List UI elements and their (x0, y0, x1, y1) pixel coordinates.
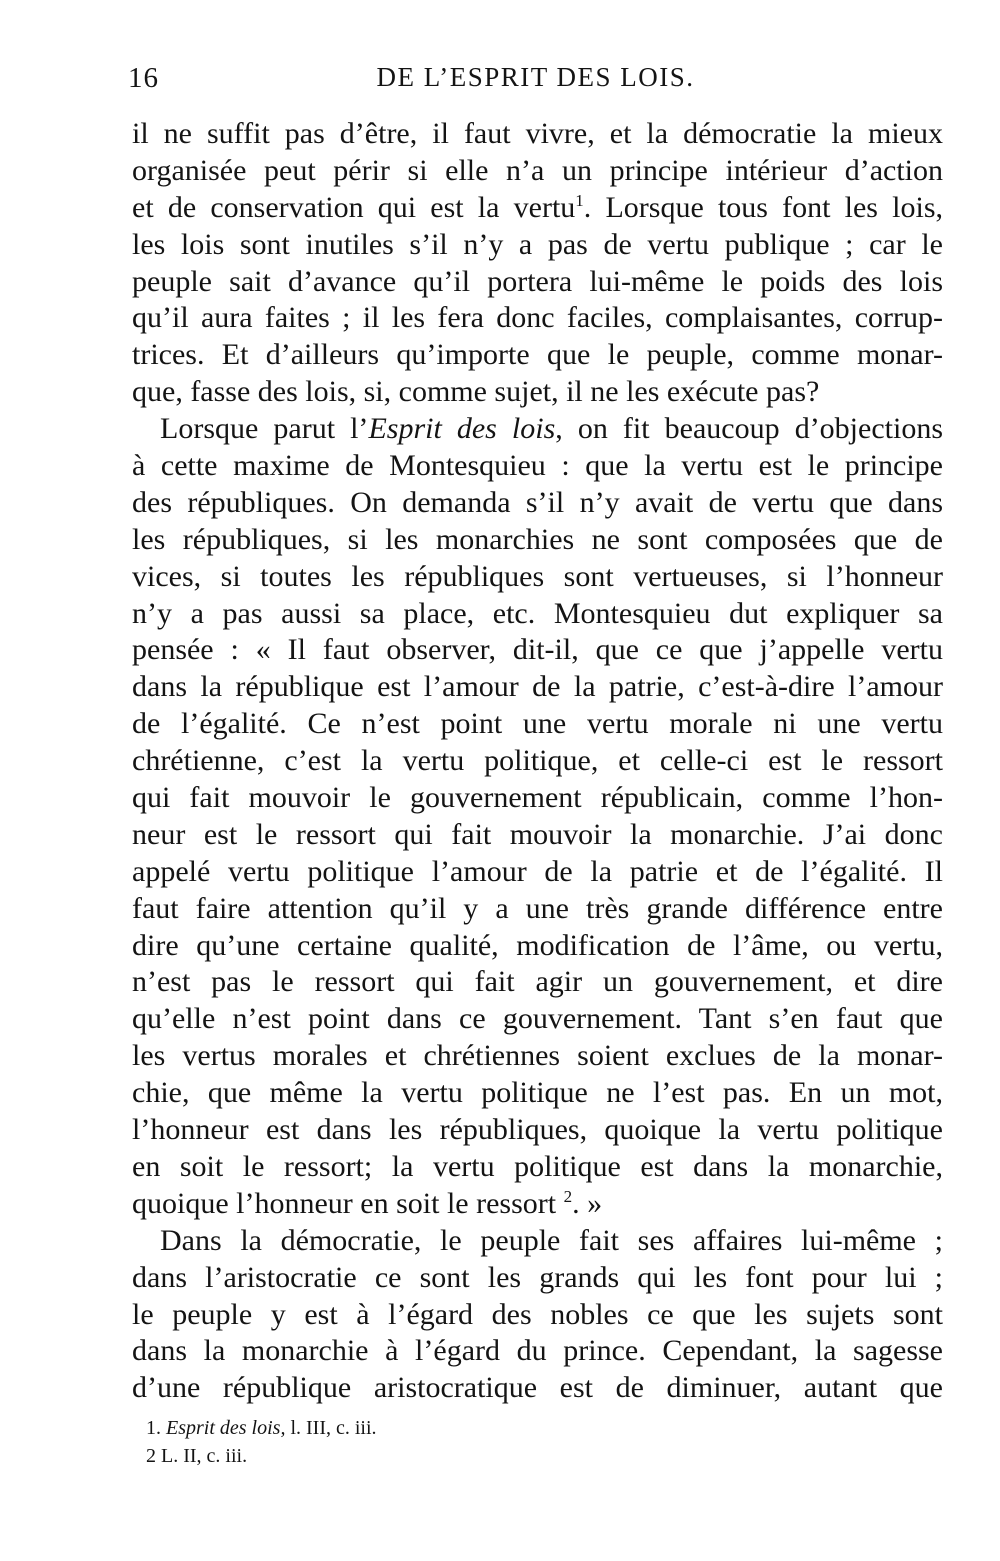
text-line: appelé vertu politique l’amour de la patrie et de l’égalité. Il (132, 854, 943, 888)
running-header (128, 62, 943, 102)
text-segment: quoique l’honneur en soit le ressort (132, 1186, 557, 1220)
text-line: neur est le ressort qui fait mouvoir la monarchie. J’ai donc (132, 817, 943, 851)
text-segment: . Lorsque tous font les lois, (583, 190, 943, 224)
body-text (132, 116, 943, 1407)
footnote-ref: 2 (563, 1186, 573, 1206)
footnote-text: L. II, c. iii. (161, 1445, 248, 1467)
text-line (132, 1186, 943, 1223)
footnote-text: l. III, c. iii. (290, 1417, 377, 1439)
footnote (146, 1442, 846, 1470)
text-line: à cette maxime de Montesquieu : que la vertu est le principe (132, 449, 943, 483)
footnote-title: Esprit des lois, (166, 1417, 286, 1439)
text-line: le peuple y est à l’égard des nobles ce que les sujets sont (132, 1297, 943, 1331)
text-line: il ne suffit pas d’être, il faut vivre, et la démocratie la mieux (132, 117, 943, 150)
text-line: en soit le ressort; la vertu politique est dans la monarchie, (132, 1149, 943, 1183)
running-title: DE L’ESPRIT DES LOIS. (376, 62, 695, 92)
text-line: organisée peut périr si elle n’a un principe intérieur d’action (132, 153, 943, 187)
text-segment: et de conservation qui est la vertu (132, 190, 576, 224)
text-line: d’une république aristocratique est de diminuer, autant que (132, 1371, 943, 1405)
footnote-marker: 2 (146, 1445, 156, 1467)
text-line: dans l’aristocratie ce sont les grands qui les font pour lui ; (132, 1260, 943, 1294)
text-line: trices. Et d’ailleurs qu’importe que le peuple, comme monar- (132, 338, 943, 372)
text-line: qui fait mouvoir le gouvernement républicain, comme l’hon- (132, 781, 943, 815)
text-segment: . » (572, 1186, 603, 1220)
text-line: Dans la démocratie, le peuple fait ses affaires lui-même ; (160, 1223, 943, 1257)
text-line: n’est pas le ressort qui fait agir un gouvernement, et dire (132, 965, 943, 999)
text-line: faut faire attention qu’il y a une très grande différence entre (132, 891, 943, 925)
text-line: n’y a pas aussi sa place, etc. Montesquieu dut expliquer sa (132, 596, 943, 630)
text-line: pensée : « Il faut observer, dit-il, que ce que j’appelle vertu (132, 633, 943, 667)
text-line: qu’il aura faites ; il les fera donc faciles, complaisantes, corrup- (132, 301, 943, 335)
text-line: qu’elle n’est point dans ce gouvernement. Tant s’en faut que (132, 1002, 943, 1036)
book-title: Esprit des lois (368, 412, 556, 446)
text-line: les lois sont inutiles s’il n’y a pas de vertu publique ; car le (132, 227, 943, 261)
text-line: des républiques. On demanda s’il n’y avait de vertu que dans (132, 485, 943, 519)
footnote-ref: 1 (575, 190, 584, 210)
text-line: que, fasse des lois, si, comme sujet, il ne les exécute pas? (132, 375, 820, 409)
footnote-marker: 1. (146, 1417, 161, 1439)
text-line (132, 411, 943, 448)
text-line: chrétienne, c’est la vertu politique, et celle-ci est le ressort (132, 744, 943, 778)
text-line (132, 190, 943, 227)
text-line: les républiques, si les monarchies ne sont composées que de (132, 522, 943, 556)
text-line: vices, si toutes les républiques sont vertueuses, si l’honneur (132, 559, 943, 593)
text-line: les vertus morales et chrétiennes soient exclues de la monar- (132, 1039, 943, 1073)
text-line: peuple sait d’avance qu’il portera lui-même le poids des lois (132, 264, 943, 298)
text-segment: Lorsque parut l’ (160, 412, 369, 446)
text-line: de l’égalité. Ce n’est point une vertu morale ni une vertu (132, 707, 943, 741)
text-line: l’honneur est dans les républiques, quoique la vertu politique (132, 1113, 943, 1147)
text-segment: , on fit beaucoup d’objections (555, 412, 943, 446)
text-line: dans la monarchie à l’égard du prince. Cependant, la sagesse (132, 1334, 943, 1368)
page-number: 16 (128, 62, 159, 94)
footnotes (146, 1414, 846, 1470)
text-line: chie, que même la vertu politique ne l’est pas. En un mot, (132, 1076, 943, 1110)
text-line: dire qu’une certaine qualité, modification de l’âme, ou vertu, (132, 928, 943, 962)
text-line: dans la république est l’amour de la patrie, c’est-à-dire l’amour (132, 670, 943, 704)
footnote (146, 1414, 846, 1442)
